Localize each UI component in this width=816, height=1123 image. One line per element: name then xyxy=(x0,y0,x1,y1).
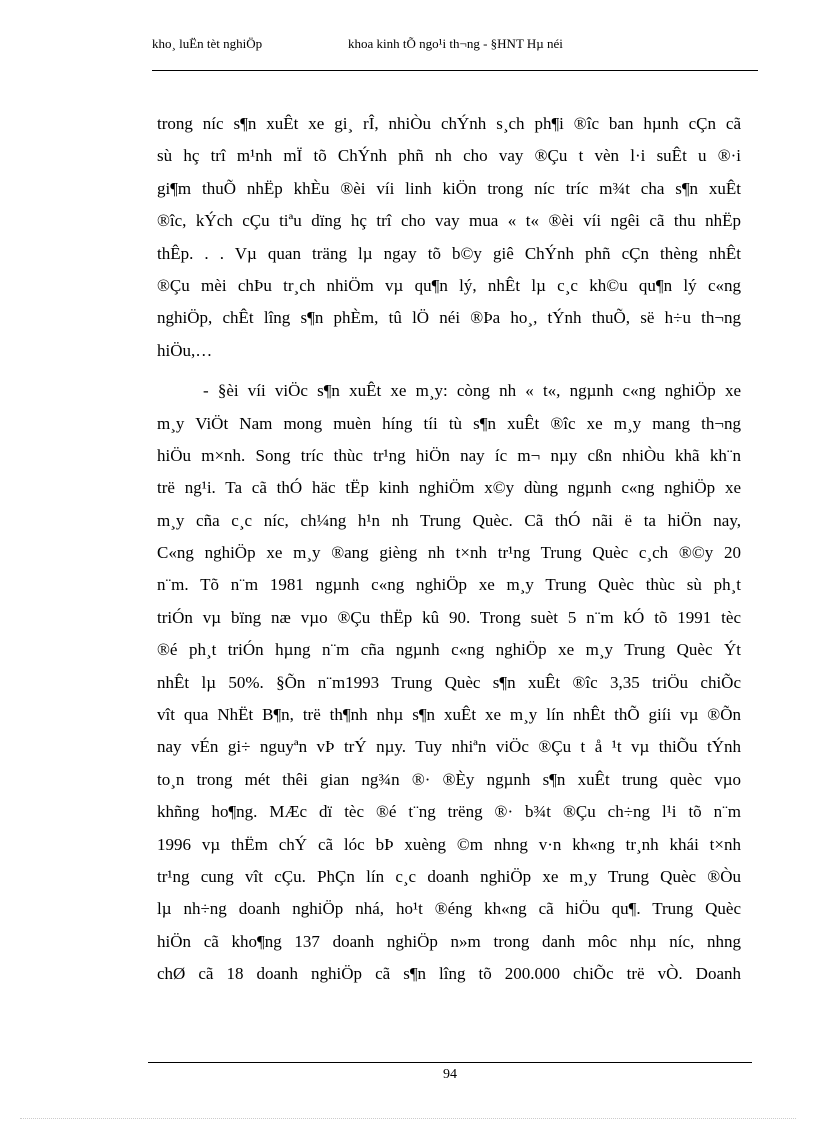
paragraph-1 xyxy=(157,108,741,367)
text-line: sù hç trî m¹nh mÏ tõ ChÝnh phñ nh cho vay ®Çu t vèn l·i suÊt u ®·i xyxy=(157,146,741,166)
header-left-text: kho¸ luËn tèt nghiÖp xyxy=(152,36,263,51)
header-center-text: khoa kinh tÕ ngo¹i th¬ng - §HNT Hµ néi xyxy=(348,36,563,51)
text-line: khñng ho¶ng. MÆc dï tèc ®é t¨ng trëng ®· b¾t ®Çu ch÷ng l¹i tõ n¨m xyxy=(157,802,741,822)
text-line: ®îc, kÝch cÇu tiªu dïng hç trî cho vay mua « t« ®èi víi ngêi cã thu nhËp xyxy=(157,211,741,231)
text-line: to¸n trong mét thêi gian ng¾n ®· ®Èy ngµnh s¶n xuÊt trung quèc vµo xyxy=(157,769,741,789)
text-line: 1996 vµ thËm chÝ cã lóc bÞ xuèng ©m nhng v·n kh«ng tr¸nh khái t×nh xyxy=(157,834,741,854)
header-rule xyxy=(152,70,758,71)
text-line: hiÖu,… xyxy=(157,340,213,360)
text-line: nhÊt lµ 50%. §Õn n¨m1993 Trung Quèc s¶n xuÊt ®îc 3,35 triÖu chiÕc xyxy=(157,672,741,692)
footer-rule xyxy=(148,1062,752,1063)
text-line: chØ cã 18 doanh nghiÖp cã s¶n lîng tõ 200.000 chiÕc trë vÒ. Doanh xyxy=(157,964,741,984)
text-line: hiÖn cã kho¶ng 137 doanh nghiÖp n»m trong danh môc nhµ níc, nhng xyxy=(157,931,741,951)
text-line: vît qua NhËt B¶n, trë th¶nh nhµ s¶n xuÊt xe m¸y lín nhÊt thÕ giíi vµ ®Õn xyxy=(157,705,741,725)
text-line: tr¹ng cung vît cÇu. PhÇn lín c¸c doanh nghiÖp xe m¸y Trung Quèc ®Òu xyxy=(157,866,741,886)
text-line: ®Çu mèi chÞu tr¸ch nhiÖm vµ qu¶n lý, nhÊt lµ c¸c kh©u qu¶n lý c«ng xyxy=(157,275,741,295)
text-line: triÓn vµ bïng næ vµo ®Çu thËp kû 90. Trong suèt 5 n¨m kÓ tõ 1991 tèc xyxy=(157,607,741,627)
paragraph-gap xyxy=(157,367,741,375)
text-line: lµ nh÷ng doanh nghiÖp nhá, ho¹t ®éng kh«ng cã hiÖu qu¶. Trung Quèc xyxy=(157,899,741,919)
text-line: nghiÖp, chÊt lîng s¶n phÈm, tû lÖ néi ®Þa ho¸, tÝnh thuÕ, së h÷u th¬ng xyxy=(157,308,741,328)
text-line: trë ng¹i. Ta cã thÓ häc tËp kinh nghiÖm x©y dùng ngµnh c«ng nghiÖp xe xyxy=(157,478,741,498)
text-line: m¸y ViÖt Nam mong muèn híng tíi tù s¶n xuÊt ®îc xe m¸y mang th¬ng xyxy=(157,413,741,433)
text-line: C«ng nghiÖp xe m¸y ®ang gièng nh t×nh tr¹ng Trung Quèc c¸ch ®©y 20 xyxy=(157,543,741,563)
page-number: 94 xyxy=(443,1067,457,1082)
text-line: nay vÉn gi÷ nguyªn vÞ trÝ nµy. Tuy nhiªn viÖc ®Çu t å ¹t vµ thiÕu tÝnh xyxy=(157,737,741,757)
page-bottom-edge xyxy=(20,1118,796,1119)
text-line: ®é ph¸t triÓn hµng n¨m cña ngµnh c«ng nghiÖp xe m¸y Trung Quèc Ýt xyxy=(157,640,741,660)
page-header xyxy=(152,36,758,58)
text-line: n¨m. Tõ n¨m 1981 ngµnh c«ng nghiÖp xe m¸y Trung Quèc thùc sù ph¸t xyxy=(157,575,741,595)
text-line: m¸y cña c¸c níc, ch¼ng h¹n nh Trung Quèc. Cã thÓ nãi ë ta hiÖn nay, xyxy=(157,510,741,530)
paragraph-2 xyxy=(157,375,741,990)
text-line: hiÖu m×nh. Song tríc thùc tr¹ng hiÖn nay íc m¬ nµy cßn nhiÒu khã kh¨n xyxy=(157,445,741,465)
text-line: trong níc s¶n xuÊt xe gi¸ rÎ, nhiÒu chÝnh s¸ch ph¶i ®îc ban hµnh cÇn cã xyxy=(157,114,741,133)
text-line: - §èi víi viÖc s¶n xuÊt xe m¸y: còng nh « t«, ngµnh c«ng nghiÖp xe xyxy=(203,381,741,401)
body-text xyxy=(157,108,741,991)
text-line: thÊp. . . Vµ quan träng lµ ngay tõ b©y giê ChÝnh phñ cÇn thèng nhÊt xyxy=(157,243,741,263)
text-line: gi¶m thuÕ nhËp khÈu ®èi víi linh kiÖn trong níc tríc m¾t cha s¶n xuÊt xyxy=(157,178,741,198)
